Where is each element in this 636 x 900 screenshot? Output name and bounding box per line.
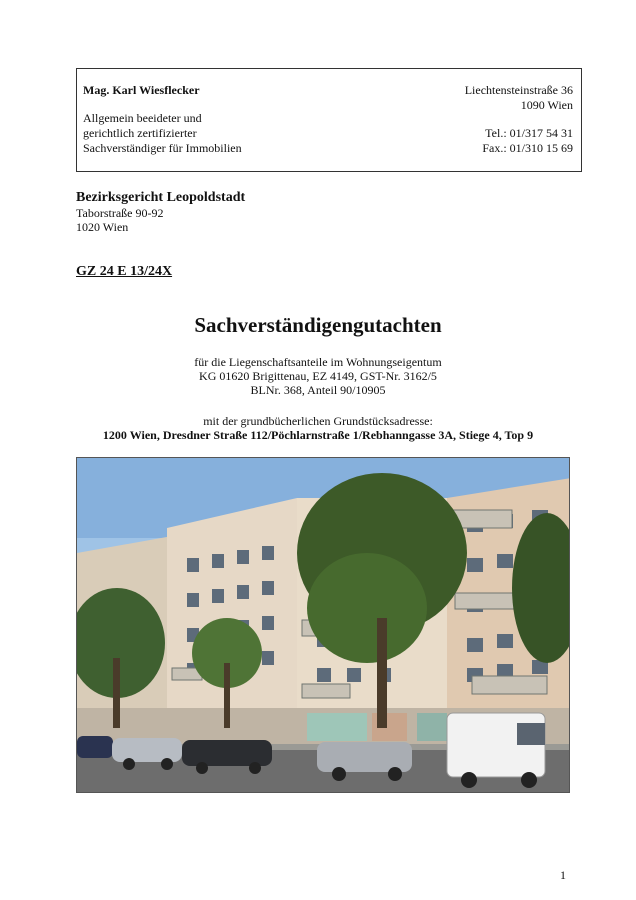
expert-tel: Tel.: 01/317 54 31 bbox=[485, 126, 573, 140]
property-line-2: KG 01620 Brigittenau, EZ 4149, GST-Nr. 3162/5 bbox=[199, 369, 437, 383]
court-city: 1020 Wien bbox=[76, 220, 129, 234]
expert-role-line-3: Sachverständiger für Immobilien bbox=[83, 141, 242, 155]
expert-name: Mag. Karl Wiesflecker bbox=[83, 83, 200, 97]
court-name: Bezirksgericht Leopoldstadt bbox=[76, 190, 246, 205]
expert-role-line-2: gerichtlich zertifizierter bbox=[83, 126, 197, 140]
property-line-3: BLNr. 368, Anteil 90/10905 bbox=[250, 383, 386, 397]
expert-street: Liechtensteinstraße 36 bbox=[464, 83, 573, 97]
letterhead-right bbox=[465, 83, 573, 156]
expert-city: 1090 Wien bbox=[520, 98, 573, 112]
case-number: GZ 24 E 13/24X bbox=[76, 264, 173, 279]
letterhead-left bbox=[83, 83, 242, 156]
letterhead-box bbox=[76, 68, 582, 172]
property-address-block bbox=[0, 414, 636, 442]
expert-fax: Fax.: 01/310 15 69 bbox=[482, 141, 573, 155]
expert-role-line-1: Allgemein beeideter und bbox=[83, 111, 202, 125]
address-intro: mit der grundbücherlichen Grundstücksadresse: bbox=[203, 414, 433, 428]
court-address bbox=[76, 189, 245, 234]
property-description bbox=[0, 355, 636, 397]
document-title: Sachverständigengutachten bbox=[194, 313, 442, 337]
page-number: 1 bbox=[560, 868, 566, 882]
property-address: 1200 Wien, Dresdner Straße 112/Pöchlarnstraße 1/Rebhanngasse 3A, Stiege 4, Top 9 bbox=[102, 428, 534, 442]
building-photo bbox=[76, 457, 570, 793]
property-line-1: für die Liegenschaftsanteile im Wohnungseigentum bbox=[194, 355, 442, 369]
court-street: Taborstraße 90-92 bbox=[76, 206, 164, 220]
